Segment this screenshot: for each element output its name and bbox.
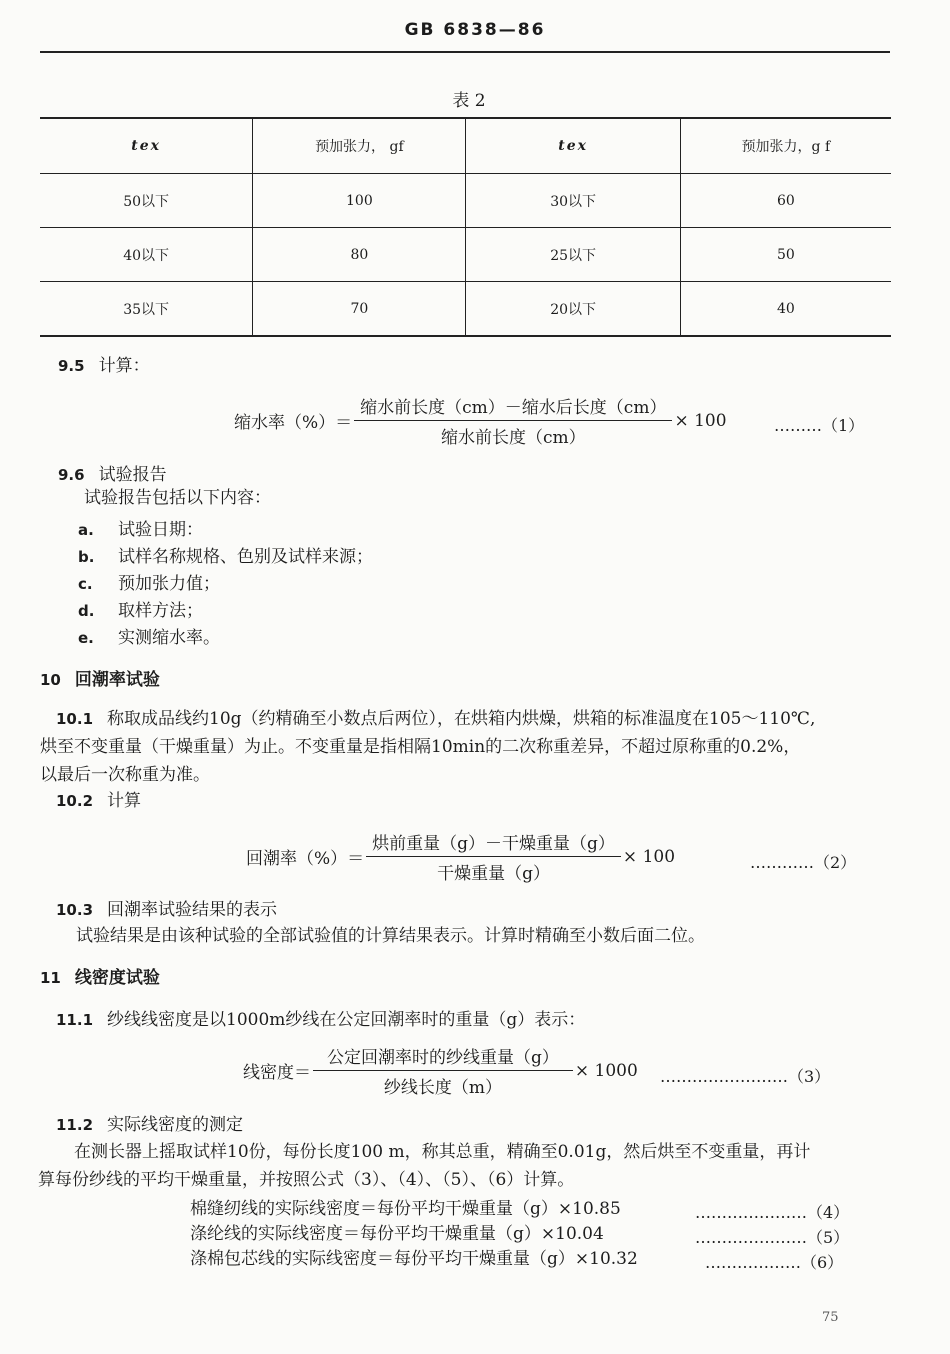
section-number: 11.2 [56,1116,94,1134]
list-item [78,542,373,567]
header-cell-tension: 预加张力，g f [680,118,891,174]
paragraph-line: 算每份纱线的平均干燥重量，并按照公式（3）、（4）、（5）、（6）计算。 [38,1170,575,1190]
page-header: GB 6838—86 [404,20,546,40]
section-9-6-heading [58,460,167,485]
formula-3 [243,1043,638,1098]
paragraph-line: 以最后一次称重为准。 [40,765,210,785]
section-title: 计算 [107,791,142,811]
section-title: 计算： [98,356,150,376]
table-cell: 30以下 [466,174,680,228]
section-number: 9.6 [58,466,85,484]
formula-denominator: 纱线长度（m） [383,1078,502,1098]
section-number: 10 [40,671,61,689]
formula-factor: × 1000 [574,1060,638,1081]
list-text: 试验日期： [118,520,203,540]
list-text: 预加张力值； [118,574,220,594]
section-number: 10.3 [56,901,94,919]
section-title: 回潮率试验结果的表示 [107,900,278,920]
table-header-row [40,118,891,174]
equation-number: …………………（5） [695,1228,850,1247]
table-row [40,228,891,282]
formula-fraction [354,393,672,448]
formula-5: 涤纶线的实际线密度＝每份平均干燥重量（g）×10.04 [190,1224,604,1244]
table-cell: 20以下 [466,282,680,337]
formula-numerator: 缩水前长度（cm）－缩水后长度（cm） [354,393,672,421]
list-text: 实测缩水率。 [118,628,220,648]
section-title: 实际线密度的测定 [107,1115,244,1135]
table-cell: 25以下 [466,228,680,282]
tension-table [40,117,891,337]
formula-fraction [313,1043,573,1098]
header-cell-tex: tex [466,118,680,174]
header-cell-tex: tex [40,118,253,174]
section-11-2-paragraph [38,1138,908,1194]
section-11-1-line [56,1005,585,1030]
paragraph-line: 烘至不变重量（干燥重量）为止。不变重量是指相隔10min的二次称重差异，不超过原称重的0.2%， [40,737,801,757]
formula-lhs: 线密度＝ [243,1063,311,1083]
list-letter: e. [78,629,94,647]
table-row [40,282,891,337]
formula-2 [246,829,675,884]
list-text: 取样方法； [118,601,203,621]
header-rule [40,51,890,53]
formula-denominator: 干燥重量（g） [437,864,550,884]
table-cell: 60 [680,174,891,228]
section-title: 线密度试验 [74,968,160,988]
section-10-3-text: 试验结果是由该种试验的全部试验值的计算结果表示。计算时精确至小数后面二位。 [76,926,705,946]
table-cell: 70 [253,282,466,337]
equation-number: ………………（6） [705,1253,844,1272]
table-cell: 40 [680,282,891,337]
formula-numerator: 公定回潮率时的纱线重量（g） [313,1043,573,1071]
table-cell: 80 [253,228,466,282]
list-letter: d. [78,602,95,620]
table-cell: 40以下 [40,228,253,282]
section-10-heading [40,665,160,690]
section-number: 9.5 [58,357,85,375]
list-letter: b. [78,548,95,566]
table-cell: 50以下 [40,174,253,228]
header-cell-tension: 预加张力， gf [253,118,466,174]
equation-number: ……………………（3） [660,1067,831,1086]
list-letter: c. [78,575,93,593]
section-9-5-heading [58,351,150,376]
page-number: 75 [822,1310,839,1325]
list-item [78,515,203,540]
list-item [78,623,220,648]
table-cell: 100 [253,174,466,228]
equation-number: …………（2） [750,853,857,872]
table-title: 表 2 [452,91,486,111]
report-intro: 试验报告包括以下内容： [84,488,271,508]
section-title: 回潮率试验 [74,670,160,690]
formula-lhs: 回潮率（%）＝ [246,849,365,869]
section-number: 11 [40,969,61,987]
paragraph-line: 在测长器上摇取试样10份，每份长度100 m，称其总重，精确至0.01g，然后烘至不变重量，再计 [74,1142,811,1162]
formula-denominator: 缩水前长度（cm） [440,428,586,448]
section-text: 纱线线密度是以1000m纱线在公定回潮率时的重量（g）表示： [107,1010,586,1030]
list-item [78,596,203,621]
section-number: 10.2 [56,792,94,810]
section-10-3-heading [56,895,277,920]
section-number: 10.1 [56,710,94,728]
table-row [40,174,891,228]
formula-factor: × 100 [674,410,727,431]
list-letter: a. [78,521,94,539]
formula-4: 棉缝纫线的实际线密度＝每份平均干燥重量（g）×10.85 [190,1199,621,1219]
formula-numerator: 烘前重量（g）－干燥重量（g） [366,829,621,857]
table-cell: 50 [680,228,891,282]
paragraph-line [40,705,910,733]
list-item [78,569,220,594]
equation-number: ………（1） [774,416,865,435]
section-title: 试验报告 [98,465,167,485]
section-10-2-heading [56,786,141,811]
formula-factor: × 100 [622,846,676,867]
list-text: 试样名称规格、色别及试样来源； [118,547,373,567]
table-cell: 35以下 [40,282,253,337]
section-10-1-paragraph [40,705,910,789]
section-11-2-heading [56,1110,243,1135]
paragraph-text: 称取成品线约10g（约精确至小数点后两位），在烘箱内烘燥，烘箱的标准温度在105～110℃, [107,709,816,729]
section-11-heading [40,963,160,988]
formula-1 [234,393,727,448]
equation-number: …………………（4） [695,1203,850,1222]
formula-6: 涤棉包芯线的实际线密度＝每份平均干燥重量（g）×10.32 [190,1249,638,1269]
formula-fraction [366,829,621,884]
section-number: 11.1 [56,1011,94,1029]
formula-lhs: 缩水率（%）＝ [234,413,353,433]
